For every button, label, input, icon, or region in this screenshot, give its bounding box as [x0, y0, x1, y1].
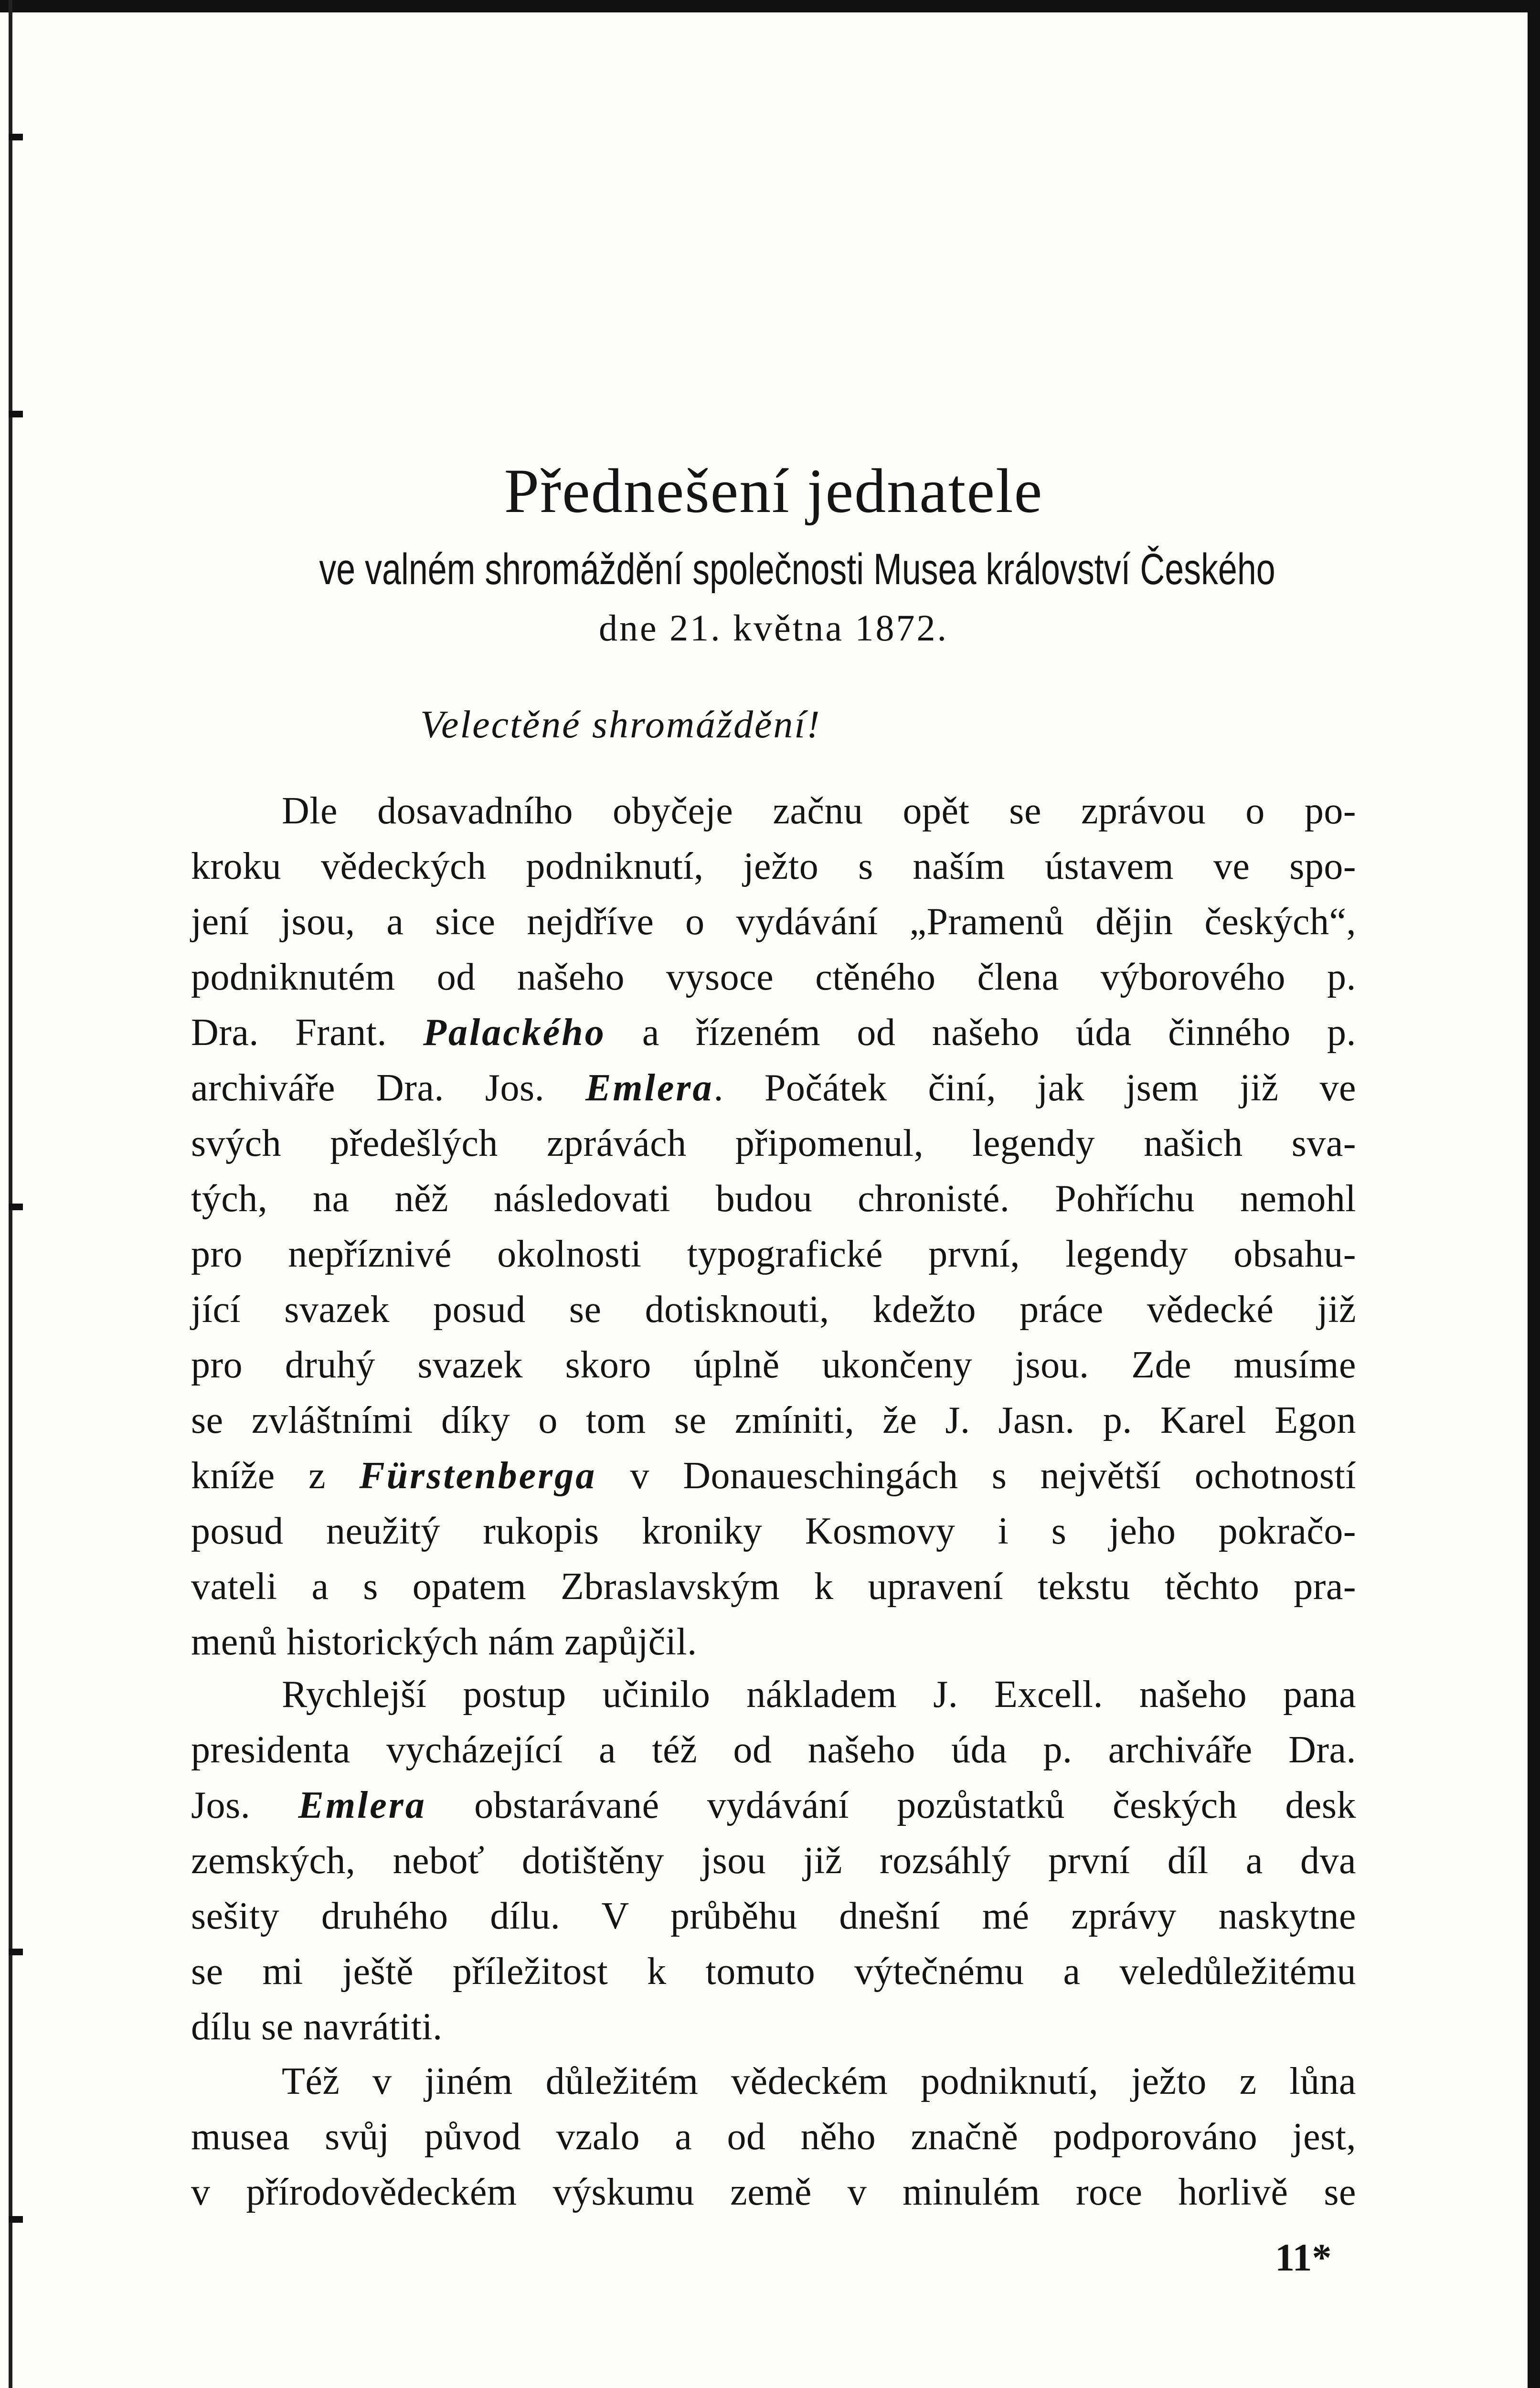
scan-edge-top [0, 0, 1540, 12]
salutation: Velectěné shromáždění! [420, 703, 821, 746]
text-segment: a řízeném od našeho úda činného p. [605, 1012, 1356, 1054]
text-segment: Jos. [191, 1784, 298, 1826]
text-line: Též v jiném důležitém vědeckém podniknutí, ježto z lůna [282, 2060, 1356, 2102]
text-line [191, 1005, 1356, 1060]
person-name: Fürstenberga [359, 1455, 597, 1497]
text-line: vateli a s opatem Zbraslavským k upravení tekstu těchto pra- [191, 1566, 1356, 1608]
text-line: jící svazek posud se dotisknouti, kdežto práce vědecké již [191, 1289, 1356, 1331]
text-segment: kníže z [191, 1455, 360, 1497]
document-subtitle: ve valném shromáždění společnosti Musea království Českého [319, 545, 1275, 594]
document-date: dne 21. května 1872. [598, 607, 949, 649]
text-line: tých, na něž následovati budou chronisté. Pohříchu nemohl [191, 1178, 1356, 1220]
text-line: zemských, neboť dotištěny jsou již rozsáhlý první díl a dva [191, 1840, 1356, 1882]
text-line: sešity druhého dílu. V průběhu dnešní mé zprávy naskytne [191, 1895, 1356, 1937]
text-line [191, 1448, 1356, 1503]
text-line: menů historických nám zapůjčil. [191, 1621, 697, 1663]
paragraph-3 [191, 2054, 1356, 2220]
text-segment: archiváře Dra. Jos. [191, 1067, 585, 1109]
paragraph-2 [191, 1667, 1356, 2055]
person-name: Palackého [423, 1012, 606, 1054]
text-line: se mi ještě příležitost k tomuto výtečnému a veledůležitému [191, 1951, 1356, 1993]
scan-mark [9, 1204, 23, 1210]
text-line: se zvláštními díky o tom se zmíniti, že J. Jasn. p. Karel Egon [191, 1399, 1356, 1441]
text-line: Dle dosavadního obyčeje začnu opět se zprávou o po- [282, 790, 1356, 832]
text-line: presidenta vycházející a též od našeho úda p. archiváře Dra. [191, 1729, 1356, 1771]
text-line: dílu se navrátiti. [191, 2006, 443, 2048]
text-segment: . Počátek činí, jak jsem již ve [713, 1067, 1356, 1109]
text-line: podniknutém od našeho vysoce ctěného člena výborového p. [191, 956, 1356, 998]
person-name: Emlera [298, 1784, 426, 1826]
text-line: v přírodovědeckém výskumu země v minulém roce horlivě se [191, 2171, 1356, 2213]
document-title: Přednešení jednatele [504, 456, 1043, 526]
text-line: pro druhý svazek skoro úplně ukončeny jsou. Zde musíme [191, 1344, 1356, 1386]
text-line: pro nepříznivé okolnosti typografické první, legendy obsahu- [191, 1233, 1356, 1275]
text-line: jení jsou, a sice nejdříve o vydávání „Pramenů dějin českých“, [191, 901, 1356, 943]
scan-mark [9, 2216, 23, 2223]
text-line [191, 1778, 1356, 1833]
text-line: kroku vědeckých podniknutí, ježto s naším ústavem ve spo- [191, 845, 1356, 887]
scan-mark [9, 411, 23, 417]
paragraph-1 [191, 783, 1356, 1670]
scan-mark [9, 134, 23, 140]
text-line: svých předešlých zprávách připomenul, legendy našich sva- [191, 1122, 1356, 1164]
text-line: musea svůj původ vzalo a od něho značně podporováno jest, [191, 2116, 1356, 2158]
text-segment: Dra. Frant. [191, 1012, 424, 1054]
scan-edge-left [9, 0, 12, 2388]
text-line [191, 1060, 1356, 1116]
scan-edge-right [1528, 0, 1540, 2388]
scan-mark [9, 1949, 23, 1955]
page-signature-mark: 11* [1275, 2236, 1332, 2279]
text-line: Rychlejší postup učinilo nákladem J. Excell. našeho pana [282, 1674, 1356, 1716]
person-name: Emlera [585, 1067, 714, 1109]
text-segment: v Donaueschingách s největší ochotností [596, 1455, 1357, 1497]
text-segment: obstarávané vydávání pozůstatků českých desk [426, 1784, 1357, 1826]
text-line: posud neužitý rukopis kroniky Kosmovy i s jeho pokračo- [191, 1510, 1356, 1552]
